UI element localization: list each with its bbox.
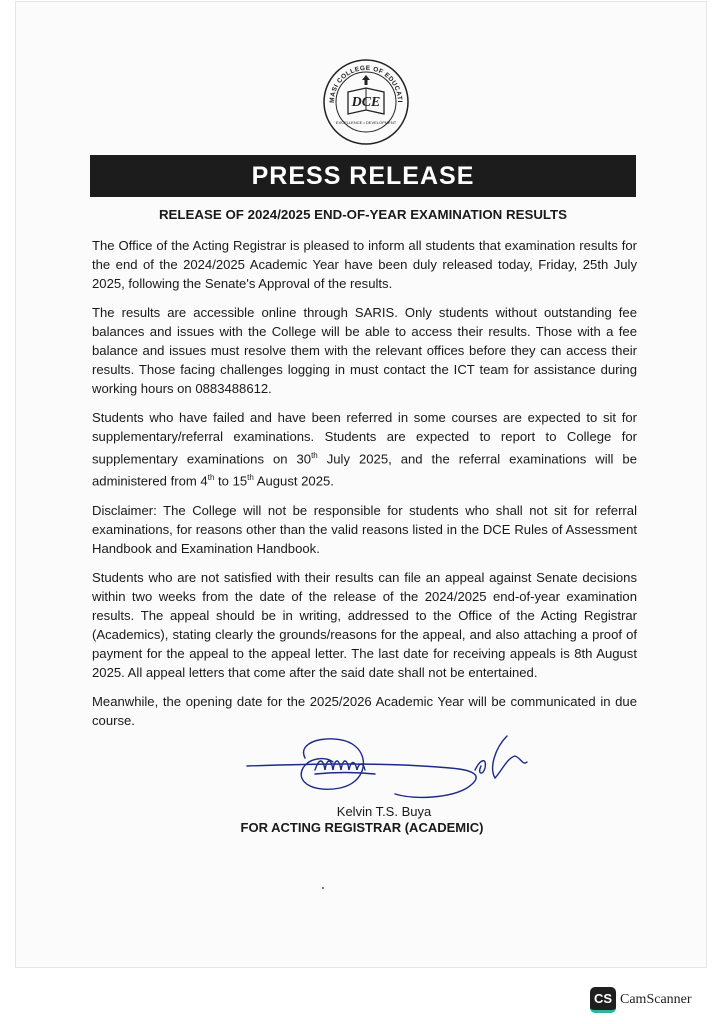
banner-title: PRESS RELEASE <box>251 161 475 190</box>
signatory-title: FOR ACTING REGISTRAR (ACADEMIC) <box>240 820 484 835</box>
college-seal-logo <box>322 58 410 146</box>
paragraph-saris-access: The results are accessible online through SARIS. Only students without outstanding fee balances and issues with the College will be able to access their results. Those with a fee balance and issues must resolve them with the relevant offices before they can access their results. Those facing challenges logging in must contact the ICT team for assistance during working hours on 0883488612. <box>92 305 637 396</box>
camscanner-logo-icon: CS <box>590 987 616 1013</box>
signatory-name: Kelvin T.S. Buya <box>336 804 432 819</box>
camscanner-watermark <box>590 987 692 1013</box>
paragraph-appeals: Students who are not satisfied with their results can file an appeal against Senate decisions within two weeks from the date of the release of the 2024/2025 end-of-year examination results. The appeal should be in writing, addressed to the Office of the Acting Registrar (Academics), stating clearly the grounds/reasons for the appeal, and also attaching a proof of payment for the appeal to the appeal letter. The last date for receiving appeals is 8th August 2025. All appeal letters that come after the said date shall not be entertained. <box>92 569 637 680</box>
paragraph-supplementary-exams: Students who have failed and have been referred in some courses are expected to sit for supplementary/referral examinations. Students are expected to report to College for supplementary examinations on 30th July 2025, and the referral examinations will be administered from 4th to 15th August 2025. <box>92 410 637 489</box>
press-release-body <box>92 236 637 740</box>
svg-text:DOMASI COLLEGE OF EDUCATION: MASI COLLEGE OF EDUCATI <box>328 64 404 104</box>
handwritten-signature <box>245 728 545 808</box>
svg-text:EXCELLENCE • DEVELOPMENT: EXCELLENCE • DEVELOPMENT <box>335 120 397 125</box>
stray-mark <box>322 887 324 889</box>
paragraph-results-released: The Office of the Acting Registrar is pleased to inform all students that examination results for the end of the 2024/2025 Academic Year have been duly released today, Friday, 25th July 2025, following the Senate's Approval of the results. <box>92 238 637 291</box>
camscanner-brand-text: CamScanner <box>620 992 692 1007</box>
press-release-banner <box>90 155 636 197</box>
svg-text:DCE: DCE <box>351 95 381 110</box>
paragraph-disclaimer: Disclaimer: The College will not be responsible for students who shall not sit for referral examinations, for reasons other than the valid reasons listed in the DCE Rules of Assessment Handbook and Examination Handbook. <box>92 502 637 556</box>
release-heading: RELEASE OF 2024/2025 END-OF-YEAR EXAMINATION RESULTS <box>158 207 568 222</box>
paragraph-opening-date: Meanwhile, the opening date for the 2025/2026 Academic Year will be communicated in due course. <box>92 693 637 728</box>
